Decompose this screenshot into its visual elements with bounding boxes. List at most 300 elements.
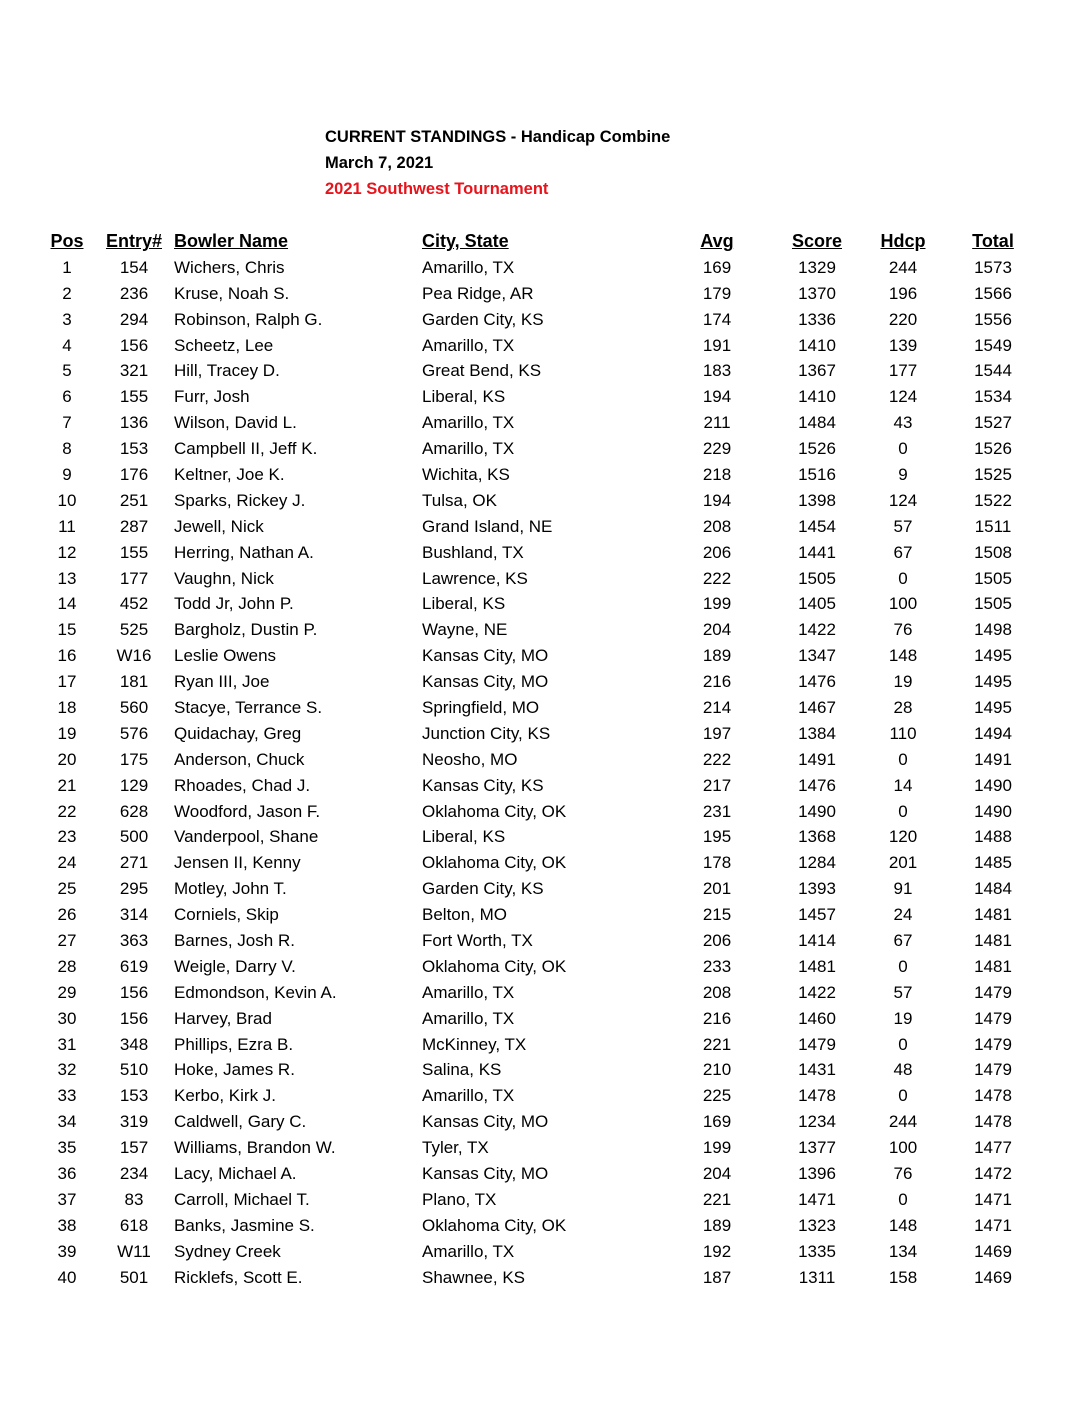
pos-cell: 36 — [57, 1164, 77, 1183]
entry-cell: 452 — [119, 594, 149, 614]
avg-cell: 199 — [702, 594, 732, 614]
total-cell: 1534 — [974, 387, 1012, 407]
bowler-name-cell: Hill, Tracey D. — [174, 361, 280, 381]
total-cell: 1478 — [974, 1086, 1012, 1106]
score-cell: 1368 — [798, 827, 836, 847]
avg-cell: 194 — [702, 490, 732, 510]
avg-cell: 222 — [702, 568, 732, 588]
city-state-cell: Neosho, MO — [422, 749, 518, 769]
total-cell: 1498 — [974, 620, 1012, 640]
entry-cell: 314 — [119, 905, 149, 925]
total-cell: 1491 — [974, 749, 1012, 769]
city-state-cell: Springfield, MO — [422, 697, 540, 717]
hdcp-cell: 67 — [893, 930, 913, 950]
table-row — [40, 566, 1042, 592]
score-cell: 1398 — [798, 490, 836, 510]
total-cell: 1479 — [974, 1034, 1012, 1054]
entry-cell: 156 — [119, 335, 149, 355]
hdcp-cell: 244 — [888, 257, 918, 277]
bowler-name-cell: Robinson, Ralph G. — [174, 309, 323, 329]
pos-cell: 18 — [57, 697, 77, 717]
city-state-cell: Liberal, KS — [422, 594, 506, 614]
city-state-cell: Amarillo, TX — [422, 982, 515, 1002]
entry-cell: 560 — [119, 697, 149, 717]
score-cell: 1454 — [798, 516, 836, 536]
score-cell: 1476 — [798, 672, 836, 692]
entry-cell: 576 — [119, 723, 149, 743]
total-cell: 1511 — [974, 516, 1012, 536]
avg-cell: 225 — [702, 1086, 732, 1106]
hdcp-cell: 139 — [888, 335, 918, 355]
bowler-name-cell: Ryan III, Joe — [174, 672, 270, 692]
pos-cell: 3 — [62, 309, 72, 329]
total-cell: 1566 — [974, 283, 1012, 303]
entry-cell: 618 — [119, 1215, 149, 1235]
score-cell: 1377 — [798, 1138, 836, 1158]
pos-cell: 12 — [57, 542, 77, 562]
score-cell: 1323 — [798, 1215, 836, 1235]
city-state-cell: Junction City, KS — [422, 723, 551, 743]
table-row — [40, 1213, 1042, 1239]
score-cell: 1384 — [798, 723, 836, 743]
city-state-cell: Kansas City, MO — [422, 1112, 549, 1132]
city-state-cell: Amarillo, TX — [422, 257, 515, 277]
avg-cell: 233 — [702, 956, 732, 976]
hdcp-cell: 91 — [893, 879, 913, 899]
score-cell: 1410 — [798, 387, 836, 407]
hdcp-cell: 100 — [888, 594, 918, 614]
avg-cell: 169 — [702, 1112, 732, 1132]
bowler-name-cell: Furr, Josh — [174, 387, 250, 407]
bowler-name-cell: Wichers, Chris — [174, 257, 285, 277]
table-row — [40, 669, 1042, 695]
avg-cell: 217 — [702, 775, 732, 795]
hdcp-cell: 100 — [888, 1138, 918, 1158]
pos-cell: 14 — [57, 594, 77, 614]
column-header-pos: Pos — [50, 231, 84, 252]
score-cell: 1396 — [798, 1164, 836, 1183]
avg-cell: 206 — [702, 542, 732, 562]
score-cell: 1284 — [798, 853, 836, 873]
hdcp-cell: 19 — [893, 672, 913, 692]
total-cell: 1544 — [974, 361, 1012, 381]
table-row — [40, 902, 1042, 928]
avg-cell: 178 — [702, 853, 732, 873]
city-state-cell: McKinney, TX — [422, 1034, 527, 1054]
bowler-name-cell: Barnes, Josh R. — [174, 930, 295, 950]
hdcp-cell: 201 — [888, 853, 918, 873]
entry-cell: 129 — [119, 775, 149, 795]
entry-cell: 619 — [119, 956, 149, 976]
bowler-name-cell: Campbell II, Jeff K. — [174, 439, 318, 459]
entry-cell: 500 — [119, 827, 149, 847]
avg-cell: 179 — [702, 283, 732, 303]
score-cell: 1393 — [798, 879, 836, 899]
bowler-name-cell: Kerbo, Kirk J. — [174, 1086, 277, 1106]
pos-cell: 7 — [62, 413, 72, 433]
city-state-cell: Garden City, KS — [422, 309, 544, 329]
table-header-row — [40, 229, 1042, 255]
hdcp-cell: 43 — [893, 413, 913, 433]
score-cell: 1478 — [798, 1086, 836, 1106]
bowler-name-cell: Williams, Brandon W. — [174, 1138, 336, 1158]
entry-cell: 156 — [119, 982, 149, 1002]
city-state-cell: Liberal, KS — [422, 387, 506, 407]
pos-cell: 8 — [62, 439, 72, 459]
city-state-cell: Kansas City, MO — [422, 1164, 549, 1183]
total-cell: 1522 — [974, 490, 1012, 510]
city-state-cell: Amarillo, TX — [422, 413, 515, 433]
column-header-bowler-name: Bowler Name — [174, 231, 289, 252]
avg-cell: 208 — [702, 516, 732, 536]
entry-cell: 175 — [119, 749, 149, 769]
total-cell: 1526 — [974, 439, 1012, 459]
table-row — [40, 1032, 1042, 1058]
score-cell: 1460 — [798, 1008, 836, 1028]
hdcp-cell: 19 — [893, 1008, 913, 1028]
avg-cell: 199 — [702, 1138, 732, 1158]
entry-cell: 176 — [119, 464, 149, 484]
avg-cell: 197 — [702, 723, 732, 743]
total-cell: 1472 — [974, 1164, 1012, 1183]
bowler-name-cell: Wilson, David L. — [174, 413, 297, 433]
bowler-name-cell: Jensen II, Kenny — [174, 853, 301, 873]
pos-cell: 31 — [57, 1034, 77, 1054]
hdcp-cell: 148 — [888, 1215, 918, 1235]
table-row — [40, 617, 1042, 643]
entry-cell: 136 — [119, 413, 149, 433]
score-cell: 1481 — [798, 956, 836, 976]
bowler-name-cell: Banks, Jasmine S. — [174, 1215, 315, 1235]
score-cell: 1457 — [798, 905, 836, 925]
avg-cell: 208 — [702, 982, 732, 1002]
hdcp-cell: 67 — [893, 542, 913, 562]
bowler-name-cell: Anderson, Chuck — [174, 749, 305, 769]
total-cell: 1481 — [974, 956, 1012, 976]
page-title: CURRENT STANDINGS - Handicap Combine — [325, 128, 671, 146]
avg-cell: 183 — [702, 361, 732, 381]
column-header-score: Score — [791, 231, 843, 252]
entry-cell: 287 — [119, 516, 149, 536]
bowler-name-cell: Lacy, Michael A. — [174, 1164, 297, 1183]
table-row — [40, 980, 1042, 1006]
pos-cell: 27 — [57, 930, 77, 950]
city-state-cell: Amarillo, TX — [422, 439, 515, 459]
table-row — [40, 1239, 1042, 1265]
avg-cell: 206 — [702, 930, 732, 950]
city-state-cell: Oklahoma City, OK — [422, 956, 567, 976]
score-cell: 1467 — [798, 697, 836, 717]
table-row — [40, 824, 1042, 850]
city-state-cell: Wichita, KS — [422, 464, 510, 484]
bowler-name-cell: Kruse, Noah S. — [174, 283, 290, 303]
total-cell: 1505 — [974, 568, 1012, 588]
city-state-cell: Oklahoma City, OK — [422, 853, 567, 873]
entry-cell: 177 — [119, 568, 149, 588]
entry-cell: 295 — [119, 879, 149, 899]
hdcp-cell: 120 — [888, 827, 918, 847]
city-state-cell: Grand Island, NE — [422, 516, 553, 536]
table-row — [40, 410, 1042, 436]
city-state-cell: Salina, KS — [422, 1060, 502, 1080]
pos-cell: 25 — [57, 879, 77, 899]
score-cell: 1405 — [798, 594, 836, 614]
bowler-name-cell: Keltner, Joe K. — [174, 464, 285, 484]
table-row — [40, 333, 1042, 359]
total-cell: 1479 — [974, 1008, 1012, 1028]
city-state-cell: Kansas City, KS — [422, 775, 544, 795]
table-row — [40, 1161, 1042, 1187]
city-state-cell: Amarillo, TX — [422, 335, 515, 355]
total-cell: 1494 — [974, 723, 1012, 743]
total-cell: 1469 — [974, 1241, 1012, 1261]
bowler-name-cell: Stacye, Terrance S. — [174, 697, 323, 717]
hdcp-cell: 158 — [888, 1267, 918, 1287]
hdcp-cell: 28 — [893, 697, 913, 717]
total-cell: 1485 — [974, 853, 1012, 873]
avg-cell: 195 — [702, 827, 732, 847]
entry-cell: 294 — [119, 309, 149, 329]
avg-cell: 222 — [702, 749, 732, 769]
score-cell: 1441 — [798, 542, 836, 562]
pos-cell: 16 — [57, 646, 77, 666]
bowler-name-cell: Weigle, Darry V. — [174, 956, 296, 976]
bowler-name-cell: Motley, John T. — [174, 879, 287, 899]
avg-cell: 214 — [702, 697, 732, 717]
pos-cell: 15 — [57, 620, 77, 640]
score-cell: 1422 — [798, 982, 836, 1002]
bowler-name-cell: Carroll, Michael T. — [174, 1189, 310, 1209]
score-cell: 1311 — [798, 1267, 836, 1287]
avg-cell: 231 — [702, 801, 732, 821]
total-cell: 1573 — [974, 257, 1012, 277]
entry-cell: 234 — [119, 1164, 149, 1183]
avg-cell: 169 — [702, 257, 732, 277]
score-cell: 1336 — [798, 309, 836, 329]
entry-cell: 510 — [119, 1060, 149, 1080]
hdcp-cell: 134 — [888, 1241, 918, 1261]
bowler-name-cell: Jewell, Nick — [174, 516, 264, 536]
score-cell: 1490 — [798, 801, 836, 821]
hdcp-cell: 110 — [889, 723, 917, 743]
table-row — [40, 436, 1042, 462]
table-row — [40, 358, 1042, 384]
total-cell: 1556 — [974, 309, 1012, 329]
pos-cell: 5 — [62, 361, 72, 381]
table-row — [40, 462, 1042, 488]
bowler-name-cell: Vaughn, Nick — [174, 568, 274, 588]
score-cell: 1479 — [798, 1034, 836, 1054]
score-cell: 1335 — [798, 1241, 836, 1261]
city-state-cell: Lawrence, KS — [422, 568, 528, 588]
avg-cell: 189 — [702, 1215, 732, 1235]
city-state-cell: Amarillo, TX — [422, 1008, 515, 1028]
total-cell: 1495 — [974, 646, 1012, 666]
pos-cell: 22 — [57, 801, 77, 821]
hdcp-cell: 76 — [893, 620, 913, 640]
bowler-name-cell: Caldwell, Gary C. — [174, 1112, 307, 1132]
hdcp-cell: 124 — [888, 387, 918, 407]
table-row — [40, 384, 1042, 410]
avg-cell: 211 — [703, 413, 731, 433]
column-header-entry: Entry# — [105, 231, 163, 252]
avg-cell: 191 — [702, 335, 732, 355]
total-cell: 1471 — [974, 1189, 1012, 1209]
hdcp-cell: 24 — [893, 905, 913, 925]
score-cell: 1526 — [798, 439, 836, 459]
pos-cell: 40 — [57, 1267, 77, 1287]
hdcp-cell: 48 — [893, 1060, 913, 1080]
total-cell: 1508 — [974, 542, 1012, 562]
score-cell: 1410 — [798, 335, 836, 355]
tournament-name: 2021 Southwest Tournament — [325, 180, 549, 198]
column-header-total: Total — [972, 231, 1014, 252]
hdcp-cell: 0 — [898, 1189, 908, 1209]
table-row — [40, 876, 1042, 902]
table-row — [40, 1083, 1042, 1109]
pos-cell: 33 — [57, 1086, 77, 1106]
column-header-avg: Avg — [700, 231, 734, 252]
total-cell: 1490 — [974, 801, 1012, 821]
city-state-cell: Oklahoma City, OK — [422, 801, 567, 821]
pos-cell: 13 — [57, 568, 77, 588]
entry-cell: 154 — [119, 257, 149, 277]
city-state-cell: Pea Ridge, AR — [422, 283, 534, 303]
pos-cell: 20 — [57, 749, 77, 769]
pos-cell: 11 — [58, 516, 76, 536]
pos-cell: 32 — [57, 1060, 77, 1080]
score-cell: 1471 — [798, 1189, 836, 1209]
pos-cell: 21 — [57, 775, 77, 795]
score-cell: 1329 — [798, 257, 836, 277]
total-cell: 1495 — [974, 672, 1012, 692]
bowler-name-cell: Harvey, Brad — [174, 1008, 272, 1028]
entry-cell: 348 — [119, 1034, 149, 1054]
pos-cell: 10 — [57, 490, 77, 510]
pos-cell: 28 — [57, 956, 77, 976]
city-state-cell: Kansas City, MO — [422, 672, 549, 692]
bowler-name-cell: Vanderpool, Shane — [174, 827, 319, 847]
hdcp-cell: 57 — [893, 982, 913, 1002]
hdcp-cell: 76 — [893, 1164, 913, 1183]
hdcp-cell: 57 — [893, 516, 913, 536]
score-cell: 1431 — [798, 1060, 836, 1080]
hdcp-cell: 0 — [898, 1034, 908, 1054]
avg-cell: 210 — [702, 1060, 732, 1080]
avg-cell: 221 — [702, 1189, 732, 1209]
bowler-name-cell: Todd Jr, John P. — [174, 594, 294, 614]
entry-cell: 83 — [124, 1189, 144, 1209]
pos-cell: 26 — [57, 905, 77, 925]
avg-cell: 229 — [702, 439, 732, 459]
city-state-cell: Amarillo, TX — [422, 1241, 515, 1261]
entry-cell: 153 — [119, 1086, 149, 1106]
score-cell: 1367 — [798, 361, 836, 381]
entry-cell: 321 — [119, 361, 149, 381]
total-cell: 1505 — [974, 594, 1012, 614]
total-cell: 1488 — [974, 827, 1012, 847]
column-header-hdcp: Hdcp — [880, 231, 926, 252]
bowler-name-cell: Bargholz, Dustin P. — [174, 620, 318, 640]
score-cell: 1476 — [798, 775, 836, 795]
avg-cell: 216 — [702, 672, 732, 692]
pos-cell: 30 — [57, 1008, 77, 1028]
score-cell: 1484 — [798, 413, 836, 433]
hdcp-cell: 0 — [898, 568, 908, 588]
hdcp-cell: 9 — [898, 464, 908, 484]
hdcp-cell: 177 — [888, 361, 918, 381]
table-row — [40, 643, 1042, 669]
total-cell: 1549 — [974, 335, 1012, 355]
city-state-cell: Bushland, TX — [422, 542, 524, 562]
entry-cell: W11 — [117, 1241, 151, 1261]
avg-cell: 204 — [702, 620, 732, 640]
total-cell: 1481 — [974, 930, 1012, 950]
score-cell: 1234 — [798, 1112, 836, 1132]
table-row — [40, 1109, 1042, 1135]
total-cell: 1527 — [974, 413, 1012, 433]
entry-cell: 628 — [119, 801, 149, 821]
entry-cell: 525 — [119, 620, 149, 640]
pos-cell: 19 — [57, 723, 77, 743]
hdcp-cell: 0 — [898, 956, 908, 976]
avg-cell: 201 — [702, 879, 732, 899]
table-row — [40, 540, 1042, 566]
total-cell: 1479 — [974, 1060, 1012, 1080]
city-state-cell: Plano, TX — [422, 1189, 497, 1209]
table-row — [40, 307, 1042, 333]
bowler-name-cell: Woodford, Jason F. — [174, 801, 321, 821]
standings-body — [40, 255, 1042, 1291]
bowler-name-cell: Sydney Creek — [174, 1241, 281, 1261]
table-row — [40, 1265, 1042, 1291]
pos-cell: 9 — [62, 464, 72, 484]
entry-cell: 251 — [119, 490, 149, 510]
avg-cell: 216 — [702, 1008, 732, 1028]
total-cell: 1484 — [974, 879, 1012, 899]
bowler-name-cell: Phillips, Ezra B. — [174, 1034, 294, 1054]
city-state-cell: Belton, MO — [422, 905, 508, 925]
bowler-name-cell: Rhoades, Chad J. — [174, 775, 311, 795]
city-state-cell: Fort Worth, TX — [422, 930, 533, 950]
total-cell: 1490 — [974, 775, 1012, 795]
pos-cell: 17 — [57, 672, 77, 692]
bowler-name-cell: Leslie Owens — [174, 646, 277, 666]
table-row — [40, 281, 1042, 307]
bowler-name-cell: Quidachay, Greg — [174, 723, 302, 743]
bowler-name-cell: Sparks, Rickey J. — [174, 490, 306, 510]
table-row — [40, 773, 1042, 799]
hdcp-cell: 220 — [888, 309, 918, 329]
entry-cell: 181 — [119, 672, 149, 692]
total-cell: 1469 — [974, 1267, 1012, 1287]
entry-cell: 157 — [119, 1138, 149, 1158]
avg-cell: 204 — [702, 1164, 732, 1183]
pos-cell: 1 — [62, 257, 72, 277]
pos-cell: 23 — [57, 827, 77, 847]
city-state-cell: Garden City, KS — [422, 879, 544, 899]
avg-cell: 194 — [702, 387, 732, 407]
table-row — [40, 695, 1042, 721]
pos-cell: 38 — [57, 1215, 77, 1235]
bowler-name-cell: Edmondson, Kevin A. — [174, 982, 337, 1002]
city-state-cell: Tulsa, OK — [422, 490, 497, 510]
city-state-cell: Oklahoma City, OK — [422, 1215, 567, 1235]
document-header — [325, 124, 670, 202]
avg-cell: 174 — [702, 309, 732, 329]
table-row — [40, 1058, 1042, 1084]
pos-cell: 39 — [57, 1241, 77, 1261]
